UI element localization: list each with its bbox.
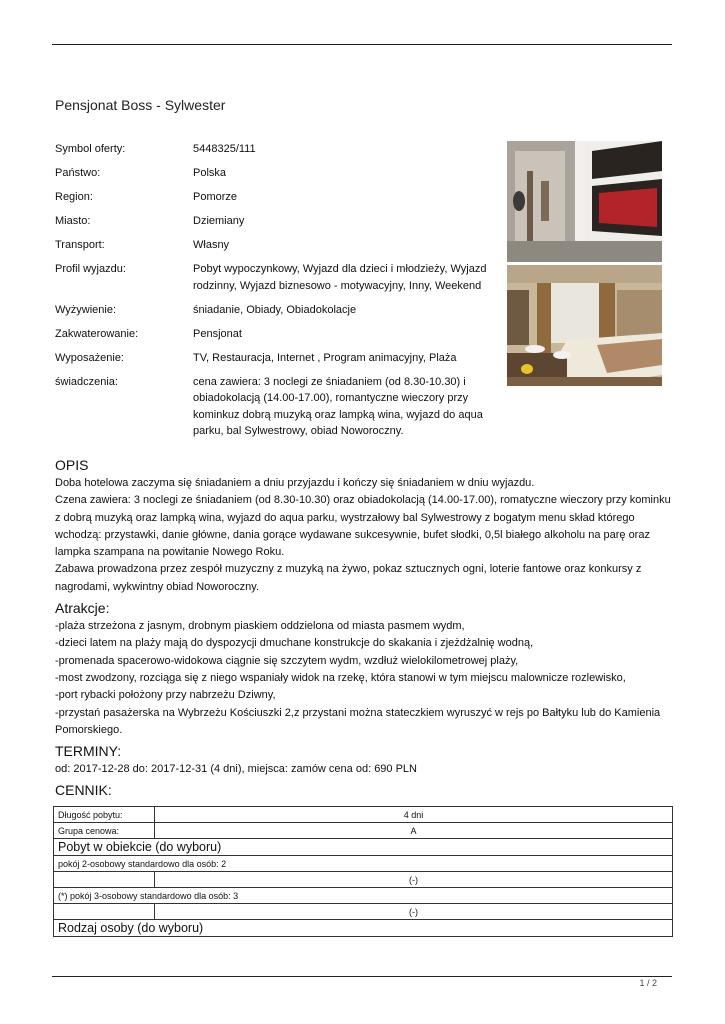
terminy-heading: TERMINY:: [55, 743, 122, 760]
page-number: 1 / 2: [639, 978, 657, 988]
info-value: TV, Restauracja, Internet , Program animacyjny, Plaża: [193, 351, 457, 364]
info-value: Pobyt wypoczynkowy, Wyjazd dla dzieci i młodzieży, Wyjazd rodzinny, Wyjazd biznesowo - motywacyjny, Inny, Weekend: [193, 263, 487, 292]
atrakcje-list: [55, 618, 675, 739]
duration-label: Długość pobytu:: [54, 807, 155, 823]
price-group-value: A: [155, 823, 673, 839]
info-value: śniadanie, Obiady, Obiadokolacje: [193, 303, 357, 316]
info-value: 5448325/111: [193, 143, 256, 155]
atrakcje-item: -plaża strzeżona z jasnym, drobnym piaskiem oddzielona od miasta pasmem wydm,: [55, 620, 465, 633]
info-value: Dziemiany: [193, 215, 245, 227]
duration-value: 4 dni: [155, 807, 673, 823]
info-label: Miasto:: [55, 215, 91, 227]
opis-paragraph-1: Doba hotelowa zaczyma się śniadaniem a dniu przyjazdu i kończy się śniadaniem w dniu wyjazdu.: [55, 477, 535, 489]
table-row: [54, 872, 673, 888]
info-value: Polska: [193, 167, 227, 179]
table-row: [54, 888, 673, 904]
atrakcje-item: -most zwodzony, rozciąga się z niego wspaniały widok na rzekę, która stanowi w tym miejscu malownicze rozlewisko,: [55, 671, 626, 684]
atrakcje-item: -przystań pasażerska na Wybrzeżu Kościuszki 2,z przystani można stateczkiem wyruszyć w rejs po Bałtyku lub do Kamienia Pomorskiego.: [55, 706, 661, 736]
table-row: [54, 920, 673, 937]
room-option-2-price: (-): [155, 904, 673, 920]
info-label: Wyżywienie:: [55, 303, 117, 316]
info-row: [55, 350, 495, 367]
table-row: [54, 823, 673, 839]
room-option-1-price: (-): [155, 872, 673, 888]
description-section: [55, 454, 675, 800]
top-rule: [52, 44, 672, 45]
table-row: [54, 839, 673, 856]
info-label: Symbol oferty:: [55, 143, 126, 155]
info-label: Transport:: [55, 239, 105, 251]
info-label: Państwo:: [55, 167, 101, 179]
person-type-heading: Rodzaj osoby (do wyboru): [54, 920, 673, 937]
room-option-1[interactable]: pokój 2-osobowy standardowo dla osób: 2: [54, 856, 673, 872]
atrakcje-heading: Atrakcje:: [55, 600, 110, 617]
info-label: Profil wyjazdu:: [55, 263, 126, 275]
opis-paragraph-3: Zabawa prowadzona przez zespół muzyczny z muzyką na żywo, pokaz sztucznych ogni, loterie fantowe oraz konkursy z nagrodami, wykwintny obiad Noworoczny.: [55, 563, 642, 593]
info-row: [55, 165, 495, 182]
info-value: cena zawiera: 3 noclegi ze śniadaniem (od 8.30-10.30) i obiadokolacją (14.00-17.00), romantyczne wieczory przy kominkuz dobrą muzyką oraz lampką wina, wyjazd do aqua parku, bal Sylwestrowy, obiad Noworoczny.: [193, 375, 483, 437]
info-row: [55, 189, 495, 206]
terminy-text: od: 2017-12-28 do: 2017-12-31 (4 dni), miejsca: zamów cena od: 690 PLN: [55, 763, 417, 776]
info-row: [55, 141, 495, 158]
atrakcje-item: -port rybacki położony przy nabrzeżu Dziwny,: [55, 689, 276, 702]
info-row: [55, 237, 495, 254]
info-row: [55, 302, 495, 319]
info-label: świadczenia:: [55, 375, 118, 388]
info-value: Pomorze: [193, 191, 238, 203]
info-value: Własny: [193, 239, 230, 251]
page-title: Pensjonat Boss - Sylwester: [55, 97, 226, 113]
price-group-label: Grupa cenowa:: [54, 823, 155, 839]
atrakcje-item: -dzieci latem na plaży mają do dyspozycji dmuchane konstrukcje do skakania i zjeżdżalnię wodną,: [55, 637, 534, 650]
table-row: [54, 856, 673, 872]
info-row: [55, 326, 495, 343]
cennik-heading: CENNIK:: [55, 782, 112, 799]
info-row: [55, 213, 495, 230]
info-label: Wyposażenie:: [55, 351, 124, 364]
atrakcje-item: -promenada spacerowo-widokowa ciągnie się szczytem wydm, wzdłuż wielokilometrowej plaży,: [55, 654, 519, 667]
hotel-room-photo: [507, 265, 662, 386]
offer-info: [55, 141, 495, 447]
table-row: [54, 904, 673, 920]
room-option-2[interactable]: (*) pokój 3-osobowy standardowo dla osób: 3: [54, 888, 673, 904]
info-row: [55, 374, 495, 440]
table-row: [54, 807, 673, 823]
info-row: [55, 261, 495, 294]
info-value: Pensjonat: [193, 327, 242, 340]
bottom-rule: [52, 976, 672, 977]
price-table: [53, 806, 673, 937]
hotel-interior-photo: [507, 141, 662, 262]
info-label: Zakwaterowanie:: [55, 327, 139, 340]
opis-heading: OPIS: [55, 457, 89, 473]
opis-paragraph-2: Czena zawiera: 3 noclegi ze śniadaniem (od 8.30-10.30) oraz obiadokolacją (14.00-17.00), romatyczne wieczory przy kominku z dobrą muzyką oraz lampką wina, wyjazd do aqua parku, wystrzałowy bal Sylwestrowy z bogatym menu skład którego wchodzą: przystawki, danie główne, dania gorące wydawane sukcesywnie, bufet słodki, 0,5l białego alkoholu na parę oraz lampka szampana na powitanie Nowego Roku.: [55, 494, 671, 559]
info-label: Region:: [55, 191, 93, 203]
stay-options-heading: Pobyt w obiekcie (do wyboru): [54, 839, 673, 856]
